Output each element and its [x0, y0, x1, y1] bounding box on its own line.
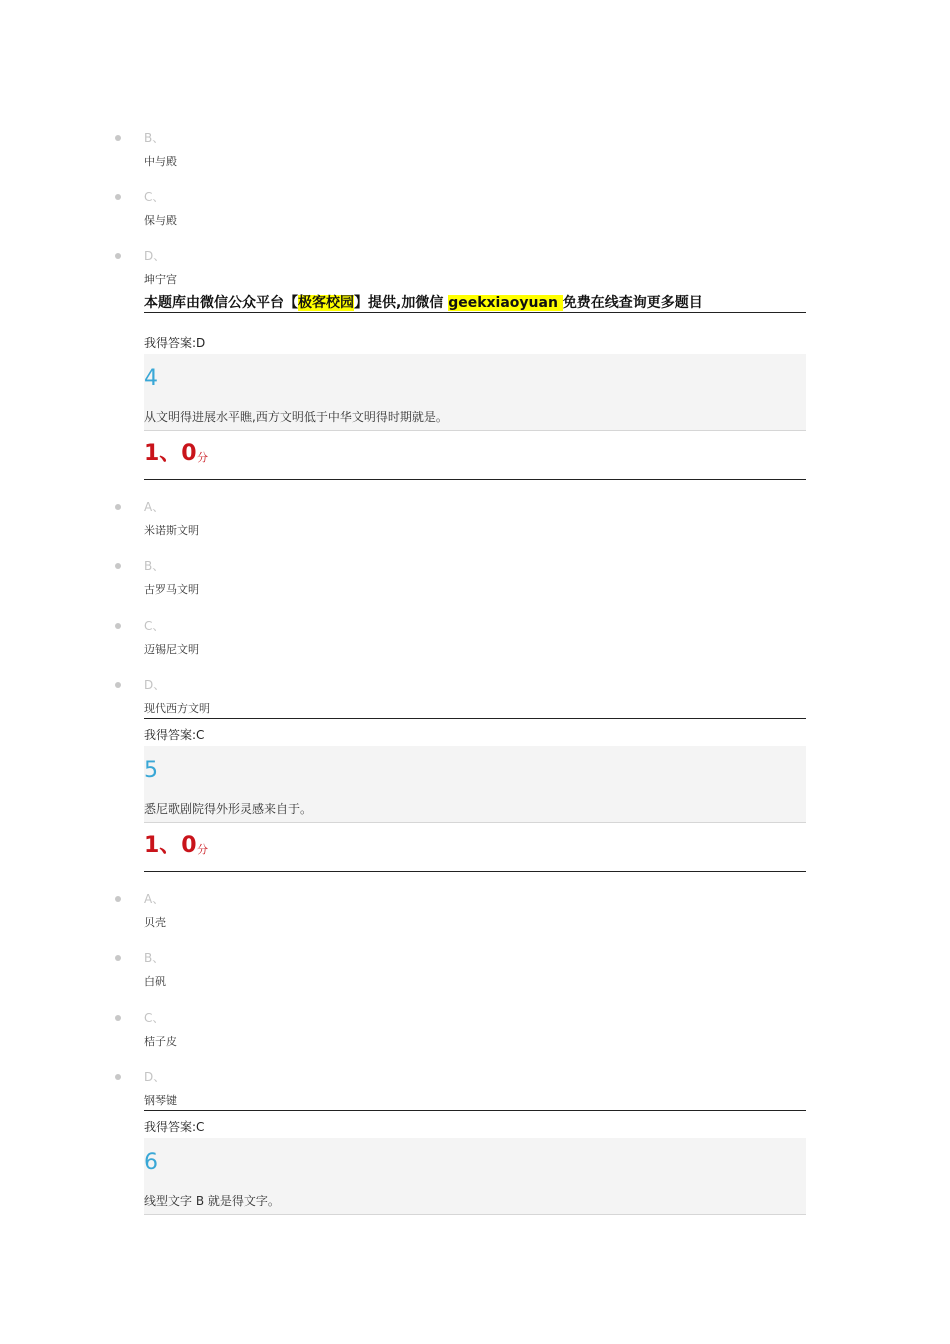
question-number: 4 [144, 366, 158, 391]
score-unit: 分 [197, 843, 208, 856]
option-letter: C、 [144, 1011, 165, 1025]
option-text: 米诺斯文明 [144, 524, 199, 537]
promo-highlight-account: 极客校园 [298, 295, 354, 311]
promo-prefix: 本题库由微信公众平台【 [144, 295, 298, 311]
option-text: 坤宁宫 [144, 273, 177, 286]
question-text: 从文明得进展水平瞧,西方文明低于中华文明得时期就是。 [144, 410, 448, 424]
option-letter: B、 [144, 559, 165, 573]
option-letter: B、 [144, 131, 165, 145]
bullet-icon [115, 955, 121, 961]
question-number: 5 [144, 758, 158, 783]
option-text: 桔子皮 [144, 1035, 177, 1048]
option-letter: A、 [144, 500, 165, 514]
question-text: 悉尼歌剧院得外形灵感来自于。 [144, 802, 313, 816]
bullet-icon [115, 896, 121, 902]
question-header [144, 746, 806, 823]
option-text: 保与殿 [144, 214, 177, 227]
my-answer: 我得答案:C [144, 1120, 205, 1134]
bullet-icon [115, 253, 121, 259]
question-number: 6 [144, 1150, 158, 1175]
option-text: 中与殿 [144, 155, 177, 168]
promo-highlight-wechat-id: geekxiaoyuan [448, 295, 563, 311]
option-text: 贝壳 [144, 916, 166, 929]
question-text: 线型文字 B 就是得文字。 [144, 1194, 280, 1208]
bullet-icon [115, 1074, 121, 1080]
option-letter: D、 [144, 678, 166, 692]
option-text: 迈锡尼文明 [144, 643, 199, 656]
option-letter: A、 [144, 892, 165, 906]
option-letter: D、 [144, 249, 166, 263]
bullet-icon [115, 135, 121, 141]
bullet-icon [115, 504, 121, 510]
bullet-icon [115, 194, 121, 200]
question-score [144, 431, 806, 480]
question-header [144, 1138, 806, 1215]
option-text: 古罗马文明 [144, 583, 199, 596]
score-value: 1、0 [144, 833, 197, 858]
bullet-icon [115, 1015, 121, 1021]
bullet-icon [115, 563, 121, 569]
question-header [144, 354, 806, 431]
question-score [144, 823, 806, 872]
divider [144, 1110, 806, 1111]
option-text: 钢琴键 [144, 1094, 177, 1107]
my-answer: 我得答案:D [144, 336, 206, 350]
promo-suffix: 免费在线查询更多题目 [562, 295, 703, 311]
bullet-icon [115, 682, 121, 688]
option-text: 现代西方文明 [144, 702, 210, 715]
promo-middle: 】提供,加微信 [354, 295, 449, 311]
divider [144, 718, 806, 719]
score-unit: 分 [197, 451, 208, 464]
option-letter: D、 [144, 1070, 166, 1084]
my-answer: 我得答案:C [144, 728, 205, 742]
bullet-icon [115, 623, 121, 629]
score-value: 1、0 [144, 441, 197, 466]
option-letter: B、 [144, 951, 165, 965]
option-text: 白矾 [144, 975, 166, 988]
option-letter: C、 [144, 190, 165, 204]
promo-banner [144, 294, 806, 313]
option-letter: C、 [144, 619, 165, 633]
